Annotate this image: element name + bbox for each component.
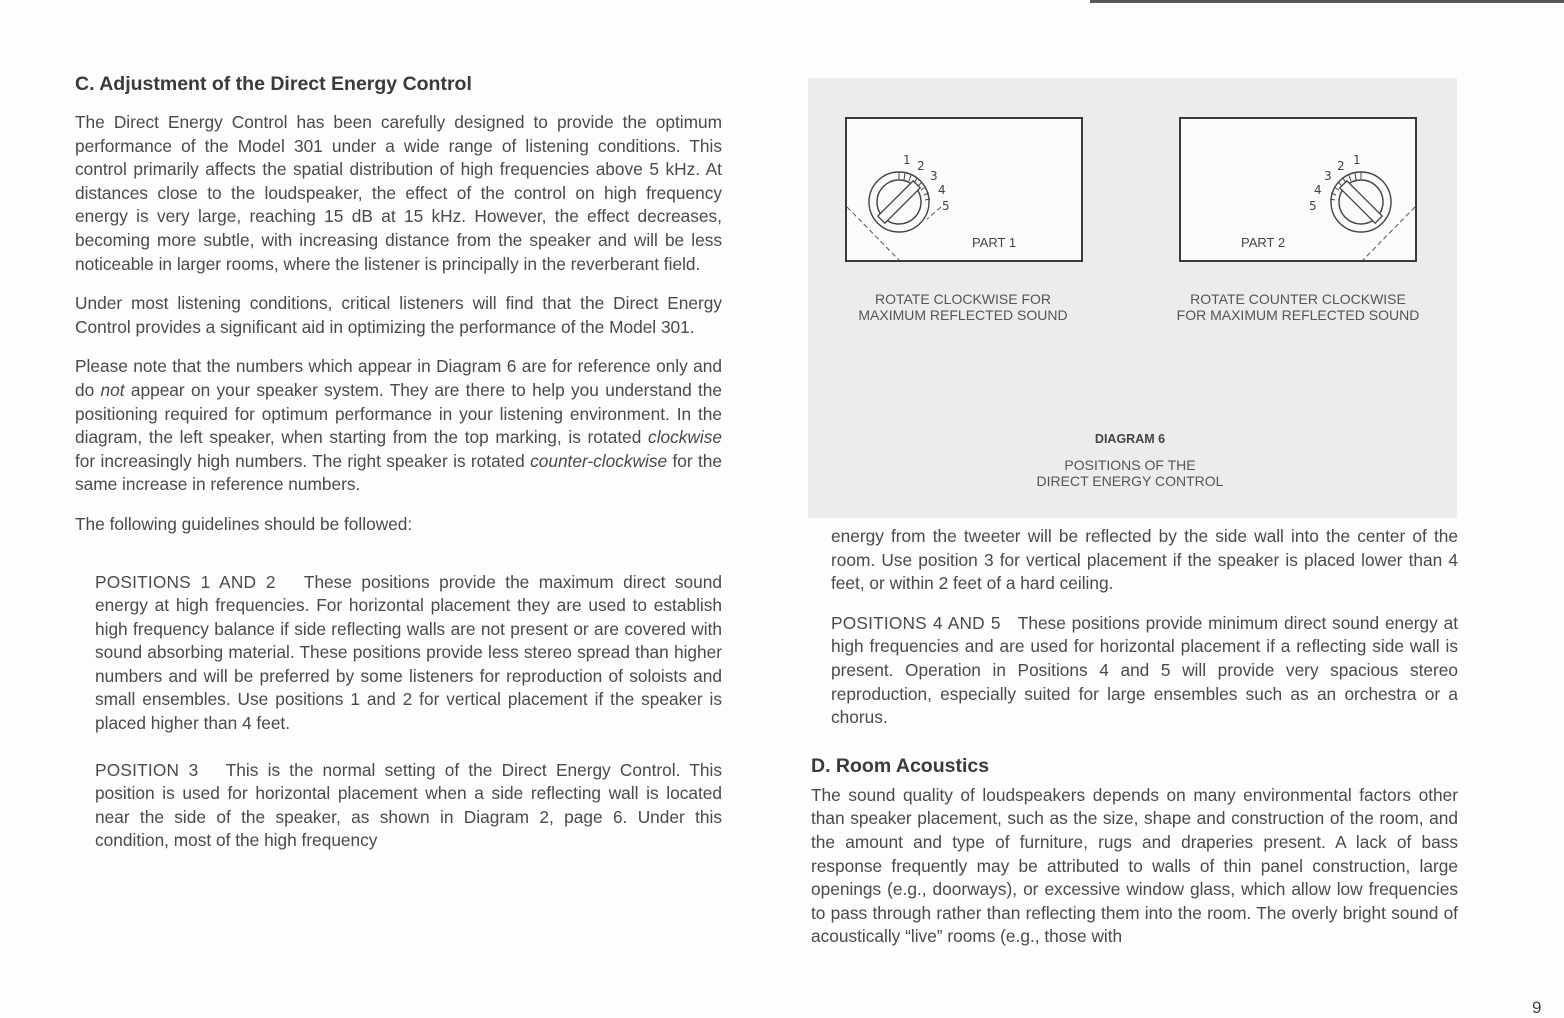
section-c-paragraph-1: The Direct Energy Control has been carefully designed to provide the optimum performance of the Model 301 under a wide range of listening conditions. This control primarily affects the spatial distribution of high frequencies above 5 kHz. At distances close to the loudspeaker, the effect of the control on high frequency energy is very large, reaching 15 dB at 15 kHz. However, the effect decreases, becoming more subtle, with increasing distance from the speaker and will be less noticeable in larger rooms, where the listener is principally in the reverberant field. [75, 112, 722, 274]
positions-1-2-label: POSITIONS 1 AND 2 [95, 571, 276, 592]
diagram-title: DIAGRAM 6 [1094, 432, 1166, 446]
dial-left-number-5: 5 [942, 199, 950, 213]
part-1-caption-line-2: MAXIMUM REFLECTED SOUND [858, 307, 1068, 323]
dial-right-number-3: 3 [1324, 169, 1332, 183]
section-d-heading: D. Room Acoustics [811, 754, 990, 777]
part-2-label: PART 2 [1241, 235, 1286, 250]
dial-left-illustration [847, 119, 1081, 260]
section-c-heading: C. Adjustment of the Direct Energy Control [75, 73, 472, 95]
page-number: 9 [1532, 998, 1542, 1017]
position-3-text: This is the normal setting of the Direct Energy Control. This position is used for horizontal placement when a side reflecting wall is located near the side of the speaker, as shown in Diagram 2, page 6. Under this condition, most of the high frequency [95, 759, 722, 851]
dial-right-number-1: 1 [1353, 153, 1361, 167]
diagram-6-figure [808, 78, 1457, 518]
part-1-label: PART 1 [972, 235, 1017, 250]
positions-4-5-paragraph [831, 612, 1458, 730]
dial-right-number-2: 2 [1337, 159, 1345, 173]
section-c-paragraph-3 [75, 355, 722, 497]
p3-text-a: Please note that the numbers which appear in Diagram 6 are for reference only and do [75, 356, 722, 400]
p3-emphasis-clockwise: clockwise [648, 427, 722, 448]
part-2-caption-line-1: ROTATE COUNTER CLOCKWISE [1190, 291, 1406, 307]
part-2-caption-line-2: FOR MAXIMUM REFLECTED SOUND [1176, 307, 1420, 323]
diagram-part-1-panel [845, 117, 1083, 262]
positions-1-2-text: These positions provide the maximum direct sound energy at high frequencies. For horizontal placement they are used to establish high frequency balance if side reflecting walls are not present or are covered with sound absorbing material. These positions provide less stereo spread than higher numbers and will be preferred by some listeners for reproduction of soloists and small ensembles. Use positions 1 and 2 for vertical placement if the speaker is placed higher than 4 feet. [95, 571, 722, 734]
section-c-paragraph-4: The following guidelines should be followed: [75, 513, 413, 534]
p3-text-c: for increasingly high numbers. The right speaker is rotated [75, 450, 531, 471]
diagram-subtitle [808, 457, 1452, 489]
dial-left-number-2: 2 [917, 159, 925, 173]
diagram-subtitle-line-2: DIRECT ENERGY CONTROL [1036, 473, 1224, 489]
dial-right-number-5: 5 [1309, 199, 1317, 213]
dial-right-illustration [1181, 119, 1415, 260]
dial-left-number-1: 1 [903, 153, 911, 167]
p3-text-d: for the same increase in reference numbers. [75, 450, 722, 495]
positions-1-2-paragraph [95, 571, 722, 736]
top-rule [1090, 0, 1564, 3]
dial-right-number-4: 4 [1314, 183, 1322, 197]
diagram-part-2-panel [1179, 117, 1417, 262]
p3-emphasis-not: not [100, 379, 125, 400]
position-3-continuation: energy from the tweeter will be reflected by the side wall into the center of the room. Use position 3 for vertical placement if the speaker is placed lower than 4 feet, or within 2 feet of a hard ceiling. [831, 526, 1458, 594]
position-3-label: POSITION 3 [95, 759, 199, 780]
dial-left-number-4: 4 [938, 183, 946, 197]
part-1-caption [828, 291, 1098, 323]
section-c-paragraph-2: Under most listening conditions, critical listeners will find that the Direct Energy Control provides a significant aid in optimizing the performance of the Model 301. [75, 293, 722, 337]
positions-4-5-label: POSITIONS 4 AND 5 [831, 612, 1001, 633]
position-3-paragraph [95, 759, 722, 853]
p3-emphasis-counter: counter-clockwise [530, 450, 668, 471]
left-column [75, 70, 722, 853]
part-2-caption [1148, 291, 1448, 323]
section-d-paragraph: The sound quality of loudspeakers depends on many environmental factors other than speaker placement, such as the size, shape and construction of the room, and the amount and type of furniture, rugs and draperies present. A lack of bass response frequently may be attributed to walls of thin panel construction, large openings (e.g., doorways), or excessive window glass, which allow low frequencies to pass through rather than reflecting them into the room. The overly bright sound of acoustically “live” rooms (e.g., those with [811, 784, 1458, 947]
positions-4-5-text: These positions provide minimum direct sound energy at high frequencies and are used for horizontal placement if a reflecting side wall is present. Operation in Positions 4 and 5 will provide very spacious stereo reproduction, especially suited for large ensembles such as an orchestra or a chorus. [831, 612, 1458, 728]
dial-left-number-3: 3 [930, 169, 938, 183]
diagram-subtitle-line-1: POSITIONS OF THE [1064, 457, 1196, 473]
part-1-caption-line-1: ROTATE CLOCKWISE FOR [874, 291, 1052, 307]
right-column [811, 525, 1458, 949]
p3-text-b: appear on your speaker system. They are there to help you understand the positioning required for optimum performance in your listening environment. In the diagram, the left speaker, when starting from the top marking, is rotated [75, 379, 722, 448]
